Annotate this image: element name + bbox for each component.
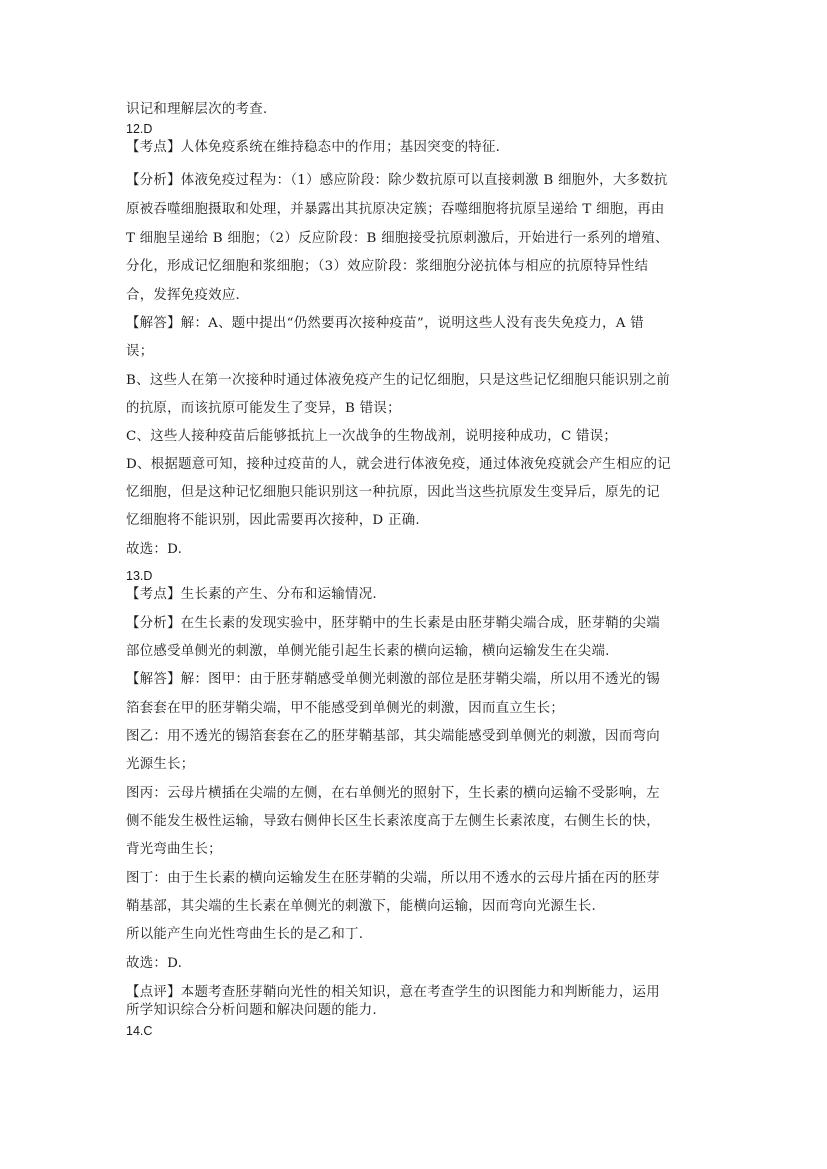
text-line: D、根据题意可知，接种过疫苗的人，就会进行体液免疫，通过体液免疫就会产生相应的记 <box>126 457 671 472</box>
text-line: 部位感受单侧光的刺激，单侧光能引起生长素的横向运输，横向运输发生在尖端. <box>126 644 610 659</box>
text-line: 合，发挥免疫效应. <box>126 288 241 303</box>
text-line: 识记和理解层次的考查. <box>126 102 268 117</box>
text-line: T 细胞呈递给 B 细胞；（2）反应阶段：B 细胞接受抗原刺激后，开始进行一系列的增殖、 <box>126 231 669 246</box>
text-line: 故选：D. <box>126 956 183 971</box>
question-number: 12.D <box>126 122 153 136</box>
text-line: 【分析】在生长素的发现实验中，胚芽鞘中的生长素是由胚芽鞘尖端合成，胚芽鞘的尖端 <box>126 616 660 631</box>
text-line: 【考点】生长素的产生、分布和运输情况. <box>126 587 377 602</box>
text-line: 忆细胞将不能识别，因此需要再次接种，D 正确. <box>126 513 420 528</box>
question-number: 14.C <box>126 1024 153 1038</box>
text-line: 忆细胞，但是这种记忆细胞只能识别这一种抗原，因此当这些抗原发生变异后，原先的记 <box>126 485 660 500</box>
text-line: 原被吞噬细胞摄取和处理，并暴露出其抗原决定簇；吞噬细胞将抗原呈递给 T 细胞，再由 <box>126 202 665 217</box>
text-line: 【分析】体液免疫过程为：（1）感应阶段：除少数抗原可以直接刺激 B 细胞外，大多数抗 <box>126 173 668 188</box>
text-line: 【解答】解：图甲：由于胚芽鞘感受单侧光刺激的部位是胚芽鞘尖端，所以用不透光的锡 <box>126 672 660 687</box>
text-line: 图丁：由于生长素的横向运输发生在胚芽鞘的尖端，所以用不透水的云母片插在丙的胚芽 <box>126 871 660 886</box>
text-line: 鞘基部，其尖端的生长素在单侧光的刺激下，能横向运输，因而弯向光源生长. <box>126 899 597 914</box>
text-line: 【考点】人体免疫系统在维持稳态中的作用；基因突变的特征. <box>126 140 501 155</box>
text-line: 背光弯曲生长； <box>126 842 222 857</box>
text-line: 【点评】本题考查胚芽鞘向光性的相关知识，意在考查学生的识图能力和判断能力，运用 <box>126 985 660 1000</box>
text-line: 光源生长； <box>126 757 195 772</box>
text-line: 故选：D. <box>126 542 183 557</box>
text-line: 所以能产生向光性弯曲生长的是乙和丁. <box>126 927 364 942</box>
text-line: 图乙：用不透光的锡箔套套在乙的胚芽鞘基部，其尖端能感受到单侧光的刺激，因而弯向 <box>126 729 660 744</box>
text-line: C、这些人接种疫苗后能够抵抗上一次战争的生物战剂，说明接种成功，C 错误； <box>126 429 618 444</box>
text-line: 图丙：云母片横插在尖端的左侧，在右单侧光的照射下，生长素的横向运输不受影响，左 <box>126 786 660 801</box>
text-line: B、这些人在第一次接种时通过体液免疫产生的记忆细胞，只是这些记忆细胞只能识别之前 <box>126 373 671 388</box>
text-line: 箔套套在甲的胚芽鞘尖端，甲不能感受到单侧光的刺激，因而直立生长； <box>126 701 565 716</box>
question-number: 13.D <box>126 569 153 583</box>
text-line: 所学知识综合分析问题和解决问题的能力. <box>126 1003 377 1018</box>
text-line: 【解答】解：A、题中提出“仍然要再次接种疫苗”，说明这些人没有丧失免疫力，A 错 <box>126 316 644 331</box>
text-line: 的抗原，而该抗原可能发生了变异，B 错误； <box>126 401 401 416</box>
text-line: 误； <box>126 344 154 359</box>
text-line: 分化，形成记忆细胞和浆细胞；（3）效应阶段：浆细胞分泌抗体与相应的抗原特异性结 <box>126 259 649 274</box>
text-line: 侧不能发生极性运输，导致右侧伸长区生长素浓度高于左侧生长素浓度，右侧生长的快， <box>126 814 660 829</box>
